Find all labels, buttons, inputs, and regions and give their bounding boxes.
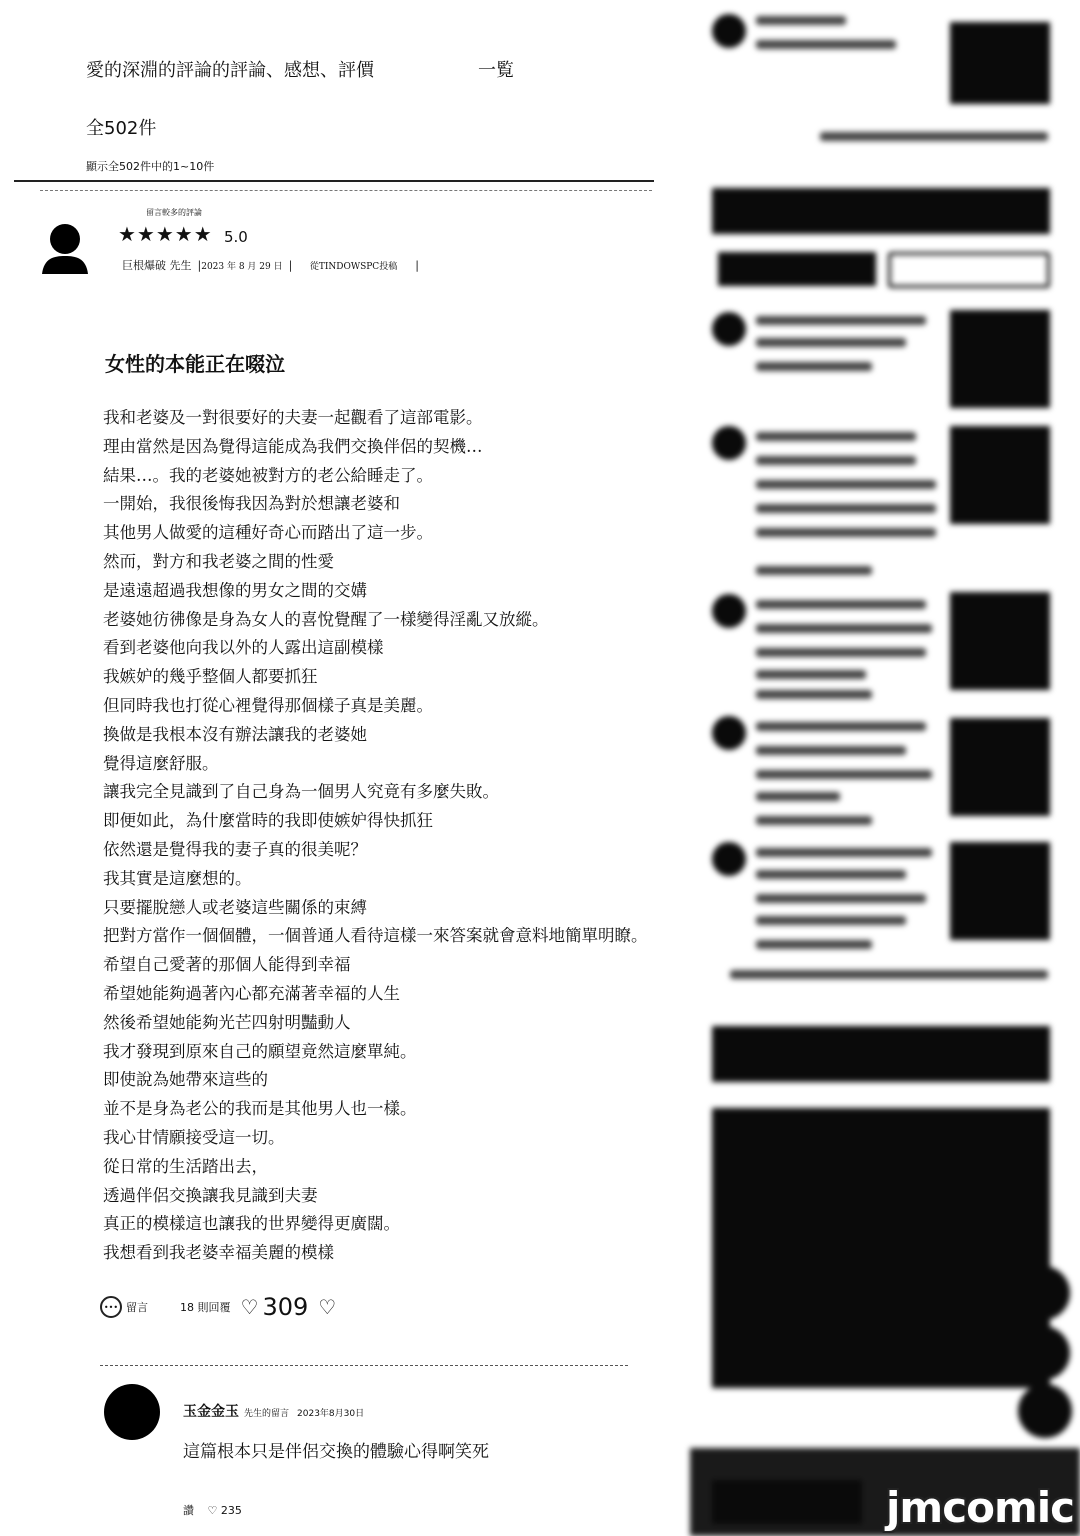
review-line: 我想看到我老婆幸福美麗的模樣 bbox=[103, 1243, 334, 1263]
review-line: 覺得這麼舒服。 bbox=[103, 753, 219, 773]
review-line: 真正的模樣這也讓我的世界變得更廣闊。 bbox=[103, 1214, 400, 1234]
review-author[interactable]: 巨根爆破 先生 bbox=[122, 259, 192, 272]
like-count: 309 bbox=[262, 1293, 309, 1321]
rating-score: 5.0 bbox=[224, 228, 248, 246]
watermark-logo: jmcomic bbox=[886, 1483, 1074, 1532]
review-actions bbox=[100, 1292, 336, 1322]
review-line: 理由當然是因為覺得這能成為我們交換伴侶的契機… bbox=[103, 436, 483, 456]
like-button-heart-icon[interactable]: ♡ bbox=[318, 1295, 337, 1319]
review-line: 我其實是這麼想的。 bbox=[103, 868, 252, 888]
review-line: 透過伴侶交換讓我見識到夫妻 bbox=[103, 1185, 318, 1205]
comment-date: 2023年8月30日 bbox=[297, 1409, 365, 1419]
comment-author[interactable]: 玉金金玉 bbox=[183, 1404, 239, 1420]
review-line: 其他男人做愛的這種好奇心而踏出了這一步。 bbox=[103, 523, 433, 543]
review-line: 我才發現到原來自己的願望竟然這麼單純。 bbox=[103, 1041, 417, 1061]
comment-icon[interactable]: ••• bbox=[100, 1296, 122, 1318]
result-range: 顯示全502件中的1~10件 bbox=[86, 160, 215, 173]
review-line: 但同時我也打從心裡覺得那個樣子真是美麗。 bbox=[103, 695, 433, 715]
review-line: 並不是身為老公的我而是其他男人也一樣。 bbox=[103, 1099, 417, 1119]
comment-header bbox=[183, 1401, 364, 1421]
review-title: 女性的本能正在啜泣 bbox=[105, 352, 285, 376]
review-source: 從TINDOWSPC投稿 bbox=[309, 262, 398, 272]
page-title: 愛的深淵的評論的評論、感想、評價 bbox=[86, 60, 374, 81]
review-line: 一開始，我很後悔我因為對於想讓老婆和 bbox=[103, 494, 400, 514]
review-total: 全502件 bbox=[86, 118, 157, 139]
review-line: 老婆她彷彿像是身為女人的喜悅覺醒了一樣變得淫亂又放縱。 bbox=[103, 609, 549, 629]
heart-icon[interactable]: ♡ bbox=[240, 1295, 259, 1319]
blurred-sidebar bbox=[690, 0, 1080, 1536]
comment-like-count: 235 bbox=[220, 1504, 242, 1517]
review-line: 是遠遠超過我想像的男女之間的交媾 bbox=[103, 580, 367, 600]
review-line: 換做是我根本沒有辦法讓我的老婆她 bbox=[103, 724, 367, 744]
rating-stars: ★★★★★ bbox=[118, 222, 213, 246]
review-line: 結果…。我的老婆她被對方的老公給睡走了。 bbox=[103, 465, 433, 485]
comment-like-button[interactable]: 讚 bbox=[183, 1504, 194, 1517]
review-line: 依然還是覺得我的妻子真的很美呢？ bbox=[103, 839, 367, 859]
review-line: 即使說為她帶來這些的 bbox=[103, 1070, 268, 1090]
divider bbox=[14, 180, 654, 182]
review-line: 從日常的生活踏出去， bbox=[103, 1156, 268, 1176]
review-line: 然而，對方和我老婆之間的性愛 bbox=[103, 551, 334, 571]
review-line: 讓我完全見識到了自己身為一個男人究竟有多麼失敗。 bbox=[103, 782, 499, 802]
review-line: 我心甘情願接受這一切。 bbox=[103, 1127, 285, 1147]
review-line: 我和老婆及一對很要好的夫妻一起觀看了這部電影。 bbox=[103, 408, 483, 427]
comment-text: 這篇根本只是伴侶交換的體驗心得啊笑死 bbox=[183, 1442, 489, 1462]
reply-count[interactable]: 18 則回覆 bbox=[180, 1301, 231, 1314]
review-meta: 巨根爆破 先生 |2023 年 8 月 29 日 | 從TINDOWSPC投稿 | bbox=[122, 259, 419, 272]
review-line: 希望自己愛著的那個人能得到幸福 bbox=[103, 955, 351, 975]
user-avatar-icon[interactable] bbox=[42, 222, 88, 274]
divider bbox=[100, 1365, 628, 1366]
review-line: 把對方當作一個個體，一個普通人看待這樣一來答案就會意料地簡單明瞭。 bbox=[103, 926, 648, 946]
list-label: 一覧 bbox=[478, 60, 514, 81]
commenter-avatar[interactable] bbox=[104, 1384, 160, 1440]
review-line: 希望她能夠過著內心都充滿著幸福的人生 bbox=[103, 983, 400, 1003]
review-line: 只要擺脫戀人或老婆這些關係的束縛 bbox=[103, 897, 367, 917]
review-body bbox=[103, 404, 703, 1268]
comment-role: 先生的留言 bbox=[244, 1409, 290, 1419]
divider bbox=[40, 190, 652, 191]
review-line: 我嫉妒的幾乎整個人都要抓狂 bbox=[103, 667, 318, 687]
popular-badge: 留言較多的評論 bbox=[146, 208, 202, 217]
comment-button[interactable]: 留言 bbox=[126, 1301, 148, 1314]
review-date: 2023 年 8 月 29 日 bbox=[201, 262, 283, 272]
review-line: 看到老婆他向我以外的人露出這副模樣 bbox=[103, 638, 384, 658]
review-line: 然後希望她能夠光芒四射明豔動人 bbox=[103, 1012, 351, 1032]
review-line: 即便如此，為什麼當時的我即使嫉妒得快抓狂 bbox=[103, 811, 433, 831]
comment-actions bbox=[183, 1502, 242, 1518]
heart-icon[interactable]: ♡ bbox=[207, 1504, 218, 1517]
